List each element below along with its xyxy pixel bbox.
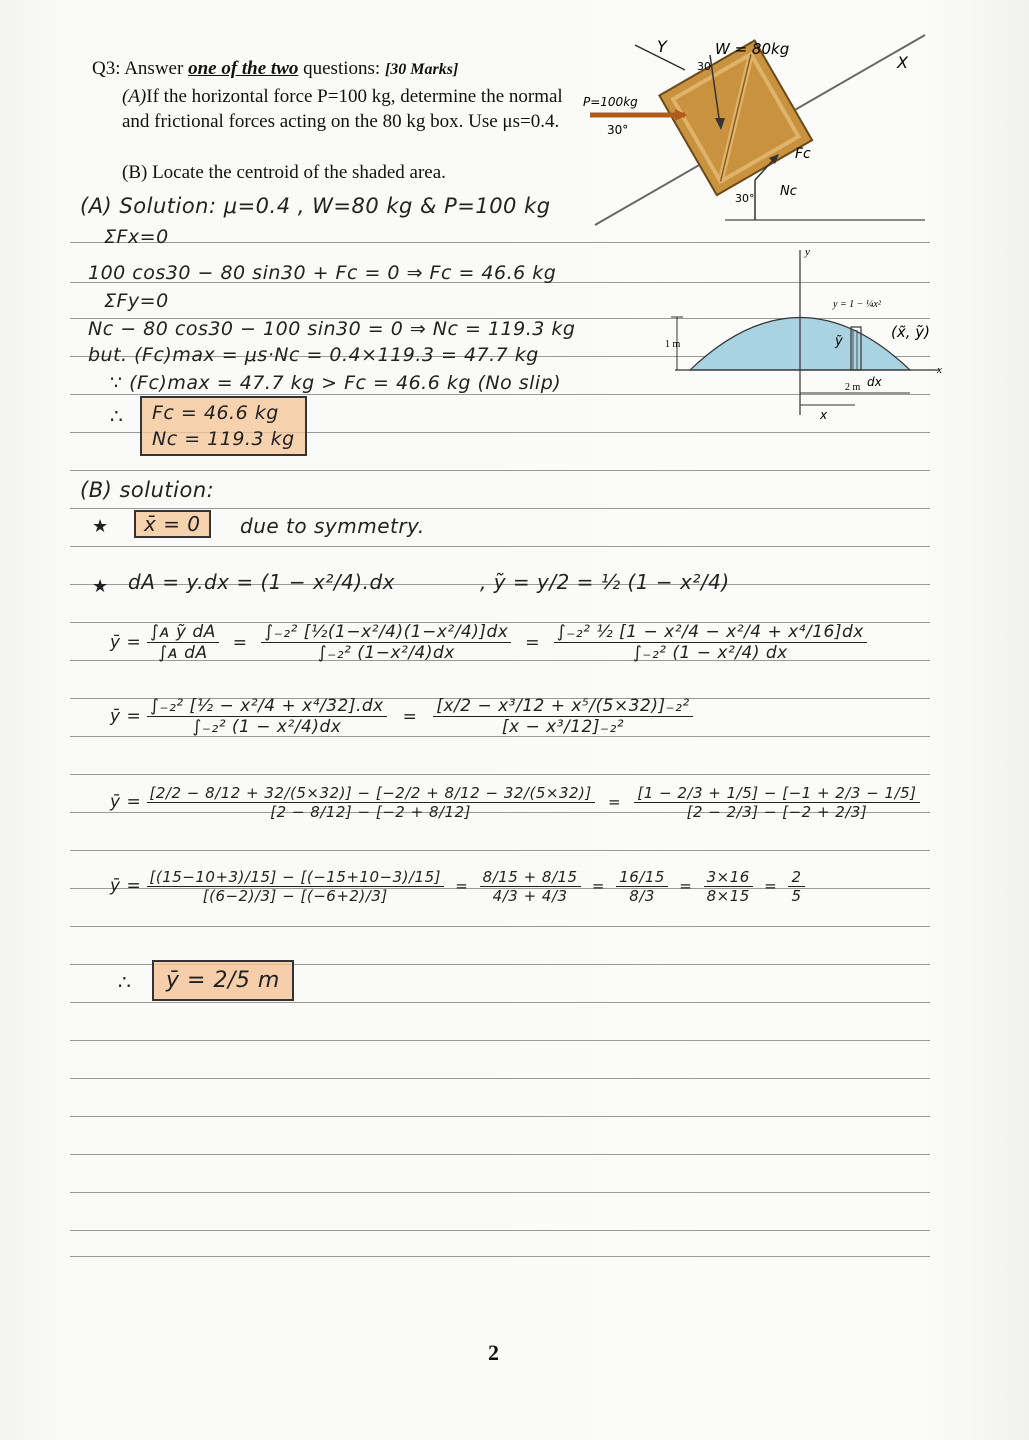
- area-x-label: x: [937, 364, 942, 376]
- x-dim-label: x: [820, 408, 828, 422]
- part-a-label: (A): [122, 86, 147, 107]
- ytilde-label: ỹ: [835, 334, 843, 349]
- weight-label: W = 80kg: [715, 40, 790, 58]
- xbar-result: x̄ = 0: [134, 510, 211, 538]
- ybar-quotient: $\frac{16/15}{8/3}$: [616, 868, 668, 905]
- question-heading-emph: one of the two: [188, 58, 299, 79]
- width-label: 2 m: [845, 382, 861, 393]
- answer-box-a: [140, 396, 307, 456]
- ybar-step-4: ȳ = $\frac{[(15-10+3)/15] - [(-15+10-3)/15]}{[(6-2)/3] - [(-6+2)/3]}$ = $\frac{8/15 + 8/15}{4/3 + 4/3}$ = $\frac{16/15}{8/3}$ = $\frac{3\times 16}{8\times 15}$ = $\frac{2}{5}$: [110, 868, 805, 905]
- ybar-reduced: $\frac{[1 - 2/3 + 1/5] - [-1 + 2/3 - 1/5]}{[2 - 2/3] - [-2 + 2/3]}$: [634, 784, 919, 821]
- angle-bottom-label: 30°: [735, 192, 755, 205]
- question-heading: [92, 58, 458, 80]
- solution-b-header: (B) solution:: [80, 478, 215, 502]
- question-part-a: [122, 84, 572, 134]
- answer-nc: Nc = 119.3 kg: [152, 428, 295, 450]
- question-heading-suffix: questions:: [303, 58, 381, 79]
- star-2: ★: [92, 576, 109, 597]
- incline-box-diagram: [575, 30, 935, 230]
- question-heading-prefix: Q3: Answer: [92, 58, 184, 79]
- no-slip-check: ∵ (Fc)max = 47.7 kg > Fc = 46.6 kg (No slip): [110, 372, 562, 394]
- normal-label: Nc: [780, 184, 797, 199]
- max-friction: but. (Fc)max = μs·Nc = 0.4×119.3 = 47.7 kg: [88, 344, 539, 366]
- ybar-integrated: $\frac{\text{[x/2 − x³/12 + x⁵/(5×32)]₋₂²}}{\text{[x − x³/12]₋₂²}}$: [433, 696, 692, 737]
- curve-label: y = 1 − ¼x²: [833, 299, 881, 310]
- star-1: ★: [92, 516, 109, 537]
- ybar-step-1: ȳ = $\frac{\text{∫ᴀ ỹ dA}}{\text{∫ᴀ dA}}$ = $\frac{\text{∫₋₂² [½(1−x²/4)(1−x²/4)]dx}}{\text{∫₋₂² (1−x²/4)dx}}$ = $\frac{\text{∫₋₂² ½ [1 − x²/4 − x²/4 + x⁴/16]dx}}{\text{∫₋₂² (1 − x²/4) dx}}$: [110, 622, 867, 663]
- angle-top-label: 30: [697, 60, 711, 73]
- part-a-text: If the horizontal force P=100 kg, determine the normal and frictional forces acting on the 80 kg box. Use μs=0.4.: [122, 86, 563, 132]
- page-number: 2: [488, 1340, 499, 1365]
- ybar-product: $\frac{3\times 16}{8\times 15}$: [704, 868, 753, 905]
- question-marks: [30 Marks]: [384, 61, 459, 78]
- ybar-common-denominator: $\frac{[(15-10+3)/15] - [(-15+10-3)/15]}{[(6-2)/3] - [(-6+2)/3]}$: [147, 868, 444, 905]
- angle-left-label: 30°: [607, 123, 629, 137]
- ybar-expanded: $\frac{\text{∫₋₂² ½ [1 − x²/4 − x²/4 + x⁴/16]dx}}{\text{∫₋₂² (1 − x²/4) dx}}$: [554, 622, 867, 663]
- equation-fy: Nc − 80 cos30 − 100 sin30 = 0 ⇒ Nc = 119.3 kg: [88, 318, 576, 340]
- final-ybar-answer: ȳ = 2/5 m: [152, 960, 294, 1001]
- symmetry-note: due to symmetry.: [240, 514, 425, 538]
- therefore-symbol-a: ∴: [110, 404, 124, 428]
- area-y-label: y: [805, 246, 810, 258]
- da-expression: dA = y.dx = (1 − x²/4).dx: [128, 570, 396, 594]
- crate: [659, 41, 812, 196]
- shaded-area-diagram: [655, 245, 955, 425]
- height-label: 1 m: [665, 339, 681, 350]
- solution-a-header: (A) Solution: μ=0.4 , W=80 kg & P=100 kg: [80, 194, 551, 218]
- dx-label: dx: [867, 375, 882, 389]
- ybar-limits-applied: $\frac{[2/2 - 8/12 + 32/(5\times 32)] - [-2/2 + 8/12 - 32/(5\times 32)]}{[2 - 8/12] - [-2 + 8/12]}$: [147, 784, 595, 821]
- sum-fy: ΣFy=0: [104, 290, 169, 312]
- ybar-step-2: ȳ = $\frac{\text{∫₋₂² [½ − x²/4 + x⁴/32].dx}}{\text{∫₋₂² (1 − x²/4)dx}}$ = $\frac{\text{[x/2 − x³/12 + x⁵/(5×32)]₋₂²}}{\text{[x − x³/12]₋₂²}}$: [110, 696, 693, 737]
- equation-fx: 100 cos30 − 80 sin30 + Fc = 0 ⇒ Fc = 46.6 kg: [88, 262, 557, 284]
- ybar-simplified: $\frac{\text{∫₋₂² [½ − x²/4 + x⁴/32].dx}}{\text{∫₋₂² (1 − x²/4)dx}}$: [147, 696, 387, 737]
- ybar-sum: $\frac{8/15 + 8/15}{4/3 + 4/3}$: [480, 868, 581, 905]
- x-axis-label: X: [897, 53, 908, 72]
- centroid-label: (x̃, ỹ): [891, 323, 930, 341]
- sum-fx: ΣFx=0: [104, 226, 169, 248]
- ytilde-expression: , ỹ = y/2 = ½ (1 − x²/4): [480, 570, 730, 594]
- answer-fc: Fc = 46.6 kg: [152, 402, 279, 424]
- therefore-symbol-b: ∴: [118, 970, 132, 994]
- ybar-step-3: ȳ = $\frac{[2/2 - 8/12 + 32/(5\times 32)] - [-2/2 + 8/12 - 32/(5\times 32)]}{[2 - 8/12] - [-2 + 8/12]}$ = $\frac{[1 - 2/3 + 1/5] - [-1 + 2/3 - 1/5]}{[2 - 2/3] - [-2 + 2/3]}$: [110, 784, 920, 821]
- ybar-definition: $\frac{\text{∫ᴀ ỹ dA}}{\text{∫ᴀ dA}}$: [147, 622, 219, 663]
- y-axis-label: Y: [657, 37, 667, 56]
- ybar-substituted: $\frac{\text{∫₋₂² [½(1−x²/4)(1−x²/4)]dx}}{\text{∫₋₂² (1−x²/4)dx}}$: [261, 622, 511, 663]
- ybar-fraction: $\frac{2}{5}$: [788, 868, 804, 905]
- force-p-label: P=100kg: [583, 95, 638, 109]
- question-part-b: (B) Locate the centroid of the shaded area.: [122, 162, 446, 183]
- friction-label: Fc: [795, 146, 811, 162]
